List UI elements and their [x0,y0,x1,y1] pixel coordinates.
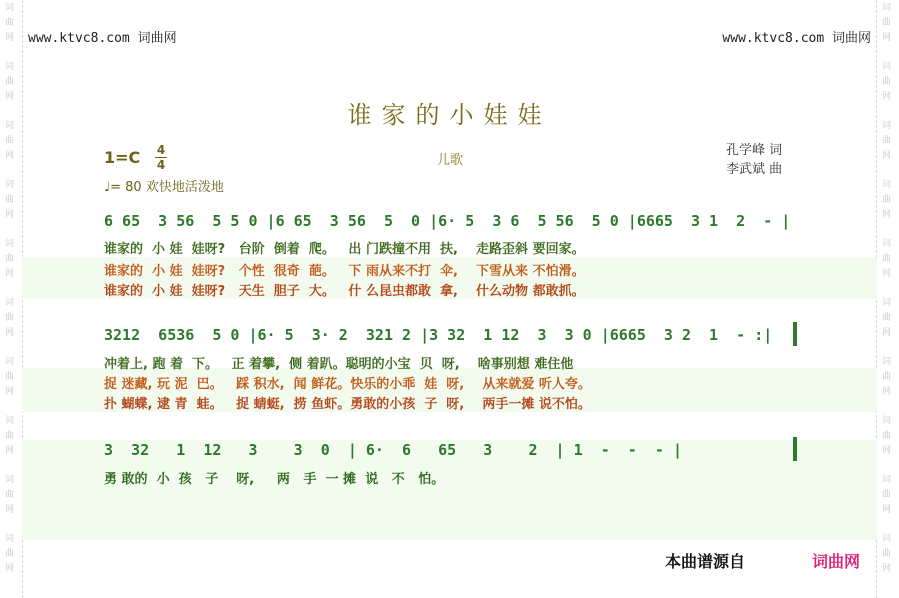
watermark-char: 网 [5,328,15,338]
watermark-char: 词 [5,3,15,13]
watermark-char: 词 [882,3,892,13]
watermark-char: 曲 [882,136,892,146]
watermark-char: 词 [882,121,892,131]
watermark-char: 网 [5,564,15,574]
watermark-char: 网 [882,505,892,515]
watermark-char: 曲 [5,549,15,559]
genre-label: 儿歌 [437,153,464,168]
watermark-char: 词 [5,416,15,426]
watermark-char: 网 [5,210,15,220]
watermark-char: 曲 [5,490,15,500]
time-signature-bottom: 4 [156,158,166,172]
watermark-char: 曲 [882,549,892,559]
watermark-char: 曲 [882,490,892,500]
watermark-char: 网 [882,564,892,574]
watermark-char: 曲 [5,136,15,146]
repeat-bar [793,322,797,346]
tempo-marking: ♩= 80 欢快地活泼地 [104,180,224,195]
time-signature [155,144,167,171]
watermark-char: 网 [5,92,15,102]
watermark-char: 曲 [5,431,15,441]
watermark-char: 曲 [882,18,892,28]
watermark-char: 词 [5,298,15,308]
watermark-char: 词 [882,475,892,485]
watermark-char: 词 [882,416,892,426]
watermark-char: 网 [5,505,15,515]
watermark-char: 网 [882,328,892,338]
site-url-right[interactable]: www.ktvc8.com 词曲网 [722,31,871,46]
watermark-char: 网 [5,151,15,161]
watermark-char: 曲 [5,254,15,264]
watermark-char: 网 [5,387,15,397]
source-label: 本曲谱源自 [665,552,746,571]
score-line-1-lyric-verse-3: 谁家的 小 娃 娃呀? 天生 胆子 大。 什 么昆虫都敢 拿, 什么动物 都敢抓。 [104,284,585,299]
watermark-char: 网 [882,387,892,397]
watermark-char: 网 [5,33,15,43]
score-line-2-lyric-verse-2: 捉 迷藏, 玩 泥 巴。 踩 积水, 闻 鲜花。快乐的小乖 娃 呀, 从来就爱 听人夸。 [104,377,591,392]
watermark-char: 曲 [5,77,15,87]
composer-credit: 李武斌 曲 [726,162,783,177]
song-title: 谁家的小娃娃 [347,101,552,129]
watermark-char: 曲 [5,313,15,323]
watermark-char: 曲 [5,195,15,205]
score-line-2-lyric-verse-1: 冲着上, 跑 着 下。 正 着攀, 侧 着趴。聪明的小宝 贝 呀, 啥事别想 难住他 [104,357,574,372]
watermark-char: 曲 [5,18,15,28]
watermark-char: 网 [5,446,15,456]
watermark-char: 词 [5,475,15,485]
score-line-1-lyric-verse-1: 谁家的 小 娃 娃呀? 台阶 倒着 爬。 出 门跌撞不用 扶, 走路歪斜 要回家。 [104,242,585,257]
watermark-char: 网 [882,33,892,43]
watermark-char: 网 [882,269,892,279]
lyricist-credit: 孔学峰 词 [726,143,783,158]
watermark-char: 词 [882,239,892,249]
watermark-char: 网 [882,446,892,456]
watermark-char: 词 [5,121,15,131]
score-line-3-notes: 3 32 1 12 3 3 0 | 6· 6 65 3 2 | 1 - - - | [104,441,682,459]
left-watermark-strip [0,0,23,598]
watermark-char: 词 [882,62,892,72]
score-line-1-lyric-verse-2: 谁家的 小 娃 娃呀? 个性 很奇 葩。 下 雨从来不打 伞, 下雪从来 不怕滑。 [104,264,585,279]
watermark-char: 网 [882,151,892,161]
watermark-char: 曲 [882,372,892,382]
time-signature-top: 4 [156,143,166,157]
key-signature: 1=C [104,148,141,167]
watermark-char: 网 [882,210,892,220]
watermark-char: 网 [5,269,15,279]
watermark-char: 曲 [882,77,892,87]
watermark-char: 词 [882,357,892,367]
watermark-char: 曲 [882,254,892,264]
watermark-char: 词 [5,62,15,72]
score-line-2-lyric-verse-3: 扑 蝴蝶, 逮 青 蛙。 捉 蜻蜓, 捞 鱼虾。勇敢的小孩 子 呀, 两手一摊 说不怕。 [104,397,591,412]
score-line-2-notes: 3212 6536 5 0 |6· 5 3· 2 321 2 |3 32 1 12 3 3 0 |6665 3 2 1 - :| [104,326,773,344]
watermark-char: 词 [5,357,15,367]
source-brand[interactable]: 词曲网 [812,552,861,571]
watermark-char: 词 [882,534,892,544]
watermark-char: 曲 [5,372,15,382]
right-watermark-strip [876,0,899,598]
score-line-1-notes: 6 65 3 56 5 5 0 |6 65 3 56 5 0 |6· 5 3 6 5 56 5 0 |6665 3 1 2 - | [104,212,791,230]
watermark-char: 词 [5,239,15,249]
watermark-char: 网 [882,92,892,102]
watermark-char: 词 [882,180,892,190]
watermark-char: 词 [882,298,892,308]
watermark-char: 曲 [882,313,892,323]
watermark-char: 曲 [882,195,892,205]
watermark-char: 词 [5,534,15,544]
watermark-char: 曲 [882,431,892,441]
final-bar [793,437,797,461]
site-url-left[interactable]: www.ktvc8.com 词曲网 [28,31,177,46]
score-line-3-lyric: 勇 敢的 小 孩 子 呀, 两 手 一 摊 说 不 怕。 [104,472,445,487]
watermark-char: 词 [5,180,15,190]
